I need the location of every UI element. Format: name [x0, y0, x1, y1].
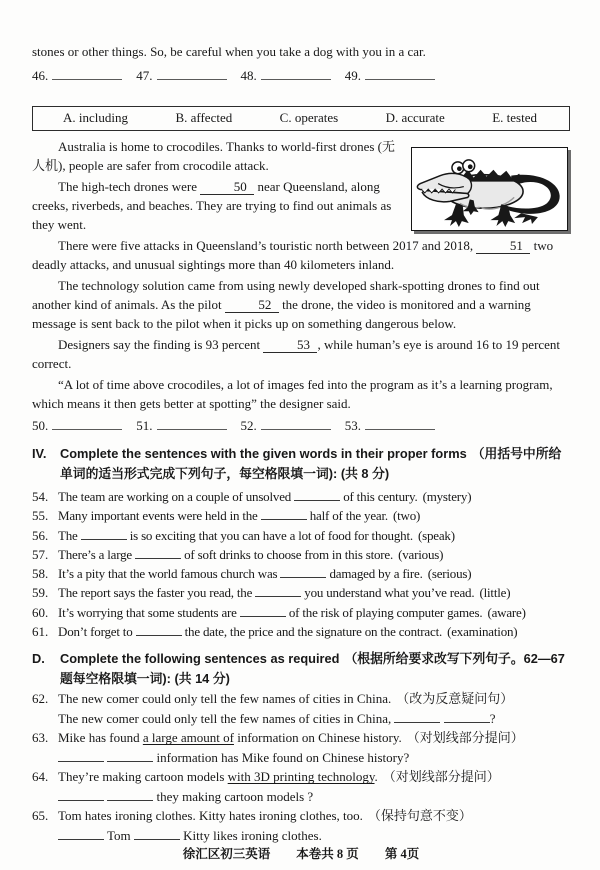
answer-number: 50.: [32, 418, 49, 433]
fill-blank: [58, 827, 104, 840]
paragraph-text: There were five attacks in Queensland’s touristic north between 2017 and 2018,: [58, 238, 474, 253]
reading-passage: [32, 135, 570, 413]
section-number: D.: [32, 651, 45, 667]
answer-row-46-49: [32, 66, 570, 85]
fill-blank: [58, 749, 104, 762]
fill-blank: [240, 604, 286, 617]
answer-slot: [241, 416, 331, 435]
answer-text: The new comer could only tell the few names of cities in China,: [58, 710, 392, 726]
question-number: 63.: [32, 730, 49, 746]
fill-in-questions: [32, 487, 570, 641]
question-64: [32, 767, 570, 806]
fill-blank: [136, 623, 182, 636]
answer-number: 51.: [136, 418, 153, 433]
question-54: [32, 487, 570, 506]
question-60: [32, 603, 570, 622]
given-word: (examination): [447, 624, 518, 640]
instruction-cn: （对划线部分提问）: [382, 769, 500, 785]
given-word: (mystery): [422, 489, 472, 504]
instruction-cn: （保持句意不变）: [367, 808, 472, 824]
passage-paragraph-5: [32, 335, 570, 373]
question-text: of soft drinks to choose from in this store.: [184, 546, 394, 562]
fill-blank: [81, 527, 127, 540]
answer-number: 49.: [344, 68, 361, 83]
answer-blank-line: [261, 66, 331, 80]
footer-page-number: 第 4页: [384, 847, 420, 862]
question-text: you understand what you’ve read.: [304, 585, 475, 601]
fill-blank: [294, 488, 340, 501]
page-footer: [32, 845, 570, 870]
word-option-d: D. accurate: [385, 110, 445, 125]
crocodile-illustration: [412, 148, 566, 229]
paragraph-text: Australia is home to crocodiles. Thanks to world-first drones (无人机), people are safer from crocodile attack.: [32, 139, 395, 173]
section-iv-header: [32, 444, 570, 484]
passage-paragraph-3: [32, 236, 570, 274]
question-text: Many important events were held in the: [58, 508, 258, 524]
answer-slot: [32, 416, 122, 435]
section-number: IV.: [32, 446, 47, 461]
paragraph-text: , while human’s eye is around 16 to 19 percent correct.: [32, 337, 561, 371]
paragraph-text: The technology solution came from using newly developed shark-spotting drones to find out another kind of animals. As the pilot: [32, 278, 540, 312]
question-number: 58.: [32, 566, 49, 582]
question-text: of the risk of playing computer games.: [288, 604, 483, 620]
question-text: is so exciting that you can have a lot of food for thought.: [129, 527, 413, 543]
question-sentence: .: [374, 769, 378, 785]
question-text: There’s a large: [58, 546, 132, 562]
answer-blank-line: [365, 416, 435, 430]
given-word: (two): [393, 508, 421, 524]
paragraph-text: Designers say the finding is 93 percent: [58, 337, 261, 352]
underlined-phrase: with 3D printing technology: [227, 769, 375, 785]
answer-text: Tom: [107, 827, 131, 843]
question-number: 65.: [32, 808, 49, 824]
question-number: 57.: [32, 546, 49, 562]
question-text: Don’t forget to: [58, 624, 133, 640]
answer-blank-line: [52, 66, 122, 80]
question-number: 55.: [32, 508, 49, 524]
question-number: 56.: [32, 527, 49, 543]
question-text: The report says the faster you read, the: [58, 585, 253, 601]
question-number: 62.: [32, 691, 49, 707]
section-title: [60, 444, 570, 484]
paragraph-text: “A lot of time above crocodiles, a lot of images fed into the program as it’s a learning program, which means it then gets better at spotting” the designer said.: [32, 377, 553, 411]
answer-text: Kitty likes ironing clothes.: [183, 827, 322, 843]
given-word: (little): [479, 585, 511, 601]
question-number: 61.: [32, 624, 49, 640]
answer-line: [32, 748, 570, 768]
fill-blank: [394, 710, 440, 723]
question-55: [32, 506, 570, 525]
passage-paragraph-6: [32, 375, 570, 413]
section-title: [60, 649, 570, 689]
fill-blank: [261, 507, 307, 520]
fill-blank: [135, 546, 181, 559]
paragraph-text: two deadly attacks, and unusual sightings more than 40 kilometers inland.: [32, 238, 554, 272]
answer-slot: [136, 66, 226, 85]
answer-slot: [345, 66, 435, 85]
question-text: damaged by a fire.: [329, 566, 423, 582]
word-option-c: C. operates: [279, 110, 339, 125]
answer-text: ?: [489, 710, 496, 726]
answer-line: [32, 709, 570, 729]
question-63: [32, 728, 570, 767]
question-number: 64.: [32, 769, 49, 785]
fill-blank: [107, 749, 153, 762]
answer-slot: [345, 416, 435, 435]
numbered-blank-50: 50: [200, 180, 254, 195]
answer-number: 47.: [136, 68, 153, 83]
question-sentence: The new comer could only tell the few names of cities in China.: [58, 691, 392, 707]
question-text: the date, the price and the signature on the contract.: [184, 624, 443, 640]
question-65: [32, 806, 570, 845]
passage-paragraph-4: [32, 276, 570, 333]
paragraph-text: The high-tech drones were: [58, 179, 197, 194]
fill-blank: [255, 584, 301, 597]
question-number: 59.: [32, 585, 49, 601]
question-text: half of the year.: [309, 508, 388, 524]
given-word: (aware): [487, 604, 526, 620]
fill-blank: [444, 710, 490, 723]
question-text: The team are working on a couple of unsolved: [58, 489, 292, 504]
section-d-header: [32, 649, 570, 689]
question-59: [32, 583, 570, 602]
crocodile-figure: [411, 147, 568, 231]
section-title-cn: （用括号中所给单词的适当形式完成下列句子，每空格限填一词): (共 8 分): [60, 446, 562, 481]
answer-text: information has Mike found on Chinese history?: [156, 749, 410, 765]
numbered-blank-53: 53: [263, 338, 317, 353]
question-text: of this century.: [343, 489, 418, 504]
question-sentence: Mike has found: [58, 730, 140, 746]
answer-slot: [136, 416, 226, 435]
answer-blank-line: [157, 416, 227, 430]
fill-blank: [107, 788, 153, 801]
answer-row-50-53: [32, 416, 570, 435]
question-56: [32, 526, 570, 545]
section-title-en: Complete the following sentences as required: [60, 651, 340, 667]
numbered-blank-52: 52: [225, 298, 279, 313]
answer-line: [32, 826, 570, 846]
question-text: It’s worrying that some students are: [58, 604, 237, 620]
passage-continuation-line: stones or other things. So, be careful when you take a dog with you in a car.: [32, 44, 426, 59]
footer-exam-name: 徐汇区初三英语: [182, 847, 271, 862]
word-option-b: B. affected: [175, 110, 233, 125]
answer-blank-line: [261, 416, 331, 430]
answer-slot: [32, 66, 122, 85]
question-62: [32, 689, 570, 728]
answer-slot: [241, 66, 331, 85]
instruction-cn: （对划线部分提问）: [406, 730, 524, 746]
answer-number: 53.: [344, 418, 361, 433]
paragraph-text: the drone, the video is monitored and a warning message is sent back to the pilot when it picks up on something dangerous below.: [32, 297, 531, 331]
instruction-cn: （改为反意疑问句）: [396, 691, 514, 707]
question-61: [32, 622, 570, 641]
answer-number: 46.: [32, 68, 49, 83]
numbered-blank-51: 51: [476, 239, 530, 254]
question-text: The: [58, 527, 78, 543]
paragraph-text: near Queensland, along creeks, riverbeds, and beaches. They are trying to find out animals as they went.: [32, 179, 392, 232]
question-number: 54.: [32, 489, 49, 504]
answer-text: they making cartoon models ?: [156, 788, 314, 804]
section-title-en: Complete the sentences with the given words in their proper forms: [60, 446, 467, 461]
section-title-cn: （根据所给要求改写下列句子。62—67 题每空格限填一词): (共 14 分): [60, 651, 565, 687]
question-sentence: information on Chinese history.: [237, 730, 402, 746]
question-sentence: Tom hates ironing clothes. Kitty hates ironing clothes, too.: [58, 808, 363, 824]
answer-blank-line: [52, 416, 122, 430]
question-sentence: They’re making cartoon models: [58, 769, 225, 785]
fill-blank: [58, 788, 104, 801]
answer-blank-line: [157, 66, 227, 80]
question-58: [32, 564, 570, 583]
question-text: It’s a pity that the world famous church was: [58, 566, 278, 582]
underlined-phrase: a large amount of: [142, 730, 234, 746]
fill-blank: [134, 827, 180, 840]
given-word: (speak): [417, 527, 455, 543]
answer-line: [32, 787, 570, 807]
answer-blank-line: [365, 66, 435, 80]
answer-number: 48.: [240, 68, 257, 83]
question-57: [32, 545, 570, 564]
given-word: (various): [398, 546, 444, 562]
given-word: (serious): [427, 566, 472, 582]
question-number: 60.: [32, 604, 49, 620]
answer-number: 52.: [240, 418, 257, 433]
fill-blank: [280, 565, 326, 578]
footer-total-pages: 本卷共 8 页: [296, 847, 359, 862]
word-bank-box: [32, 106, 570, 131]
word-option-a: A. including: [63, 110, 128, 125]
word-option-e: E. tested: [492, 110, 537, 125]
